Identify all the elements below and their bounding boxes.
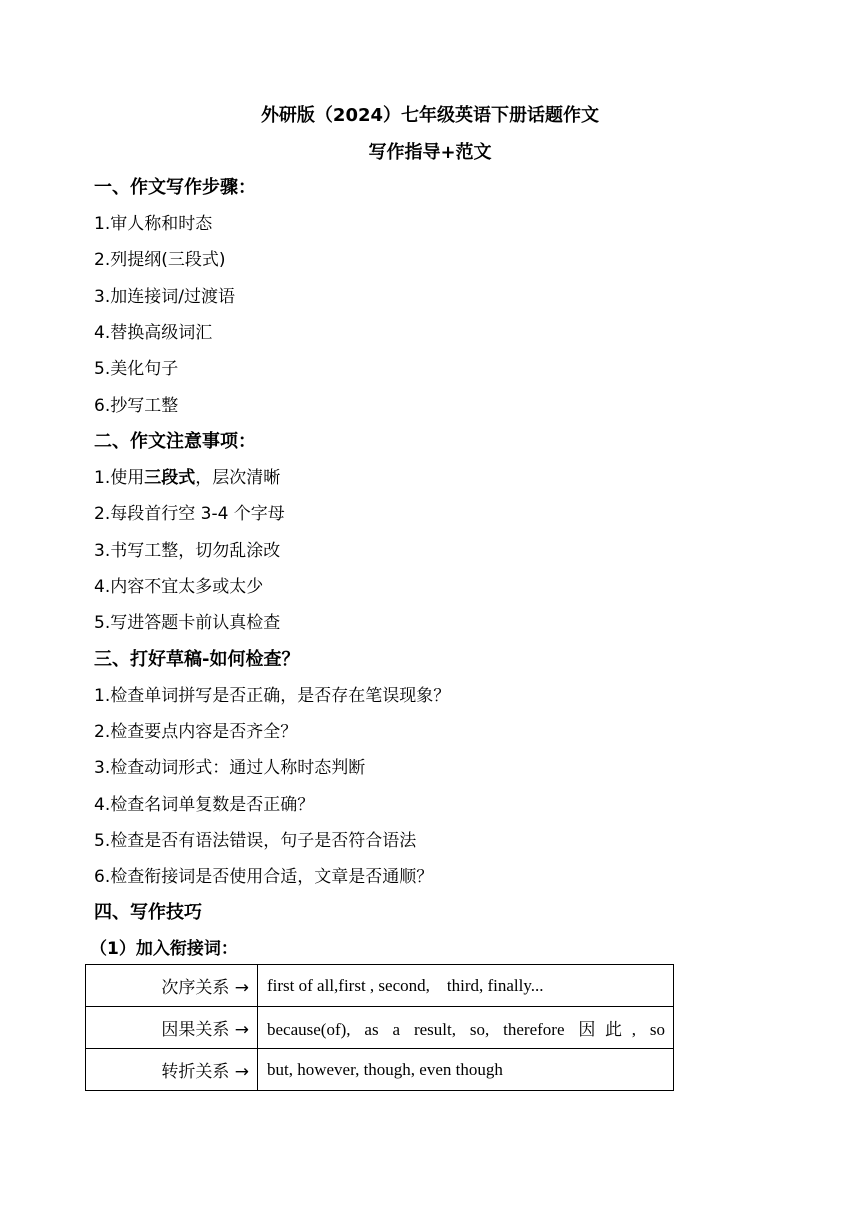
check-item: 1.检查单词拼写是否正确，是否存在笔误现象？ [94,686,451,706]
subheading-connectives: （1）加入衔接词： [90,939,238,959]
words-cell: because(of), as a result, so, therefore 因此, so [258,1007,674,1049]
steps-item: 2.列提纲(三段式) [94,250,226,270]
notes-item: 3.书写工整，切勿乱涂改 [94,541,281,561]
steps-item: 4.替换高级词汇 [94,323,213,343]
relation-cell: 因果关系 → [86,1007,258,1049]
table-row [86,1007,674,1049]
relation-cell: 转折关系 → [86,1049,258,1091]
document-title-line1: 外研版（2024）七年级英语下册话题作文 [260,105,600,126]
document-title-line2: 写作指导+范文 [368,142,492,163]
check-item: 2.检查要点内容是否齐全？ [94,722,298,742]
check-item: 6.检查衔接词是否使用合适，文章是否通顺？ [94,867,434,887]
relation-cell: 次序关系 → [86,965,258,1007]
steps-item: 6.抄写工整 [94,396,179,416]
steps-item: 5.美化句子 [94,359,179,379]
steps-item: 1.审人称和时态 [94,214,213,234]
check-item: 4.检查名词单复数是否正确？ [94,795,315,815]
table-row [86,965,674,1007]
section-heading-steps: 一、作文写作步骤： [94,177,256,198]
check-item: 3.检查动词形式：通过人称时态判断 [94,758,366,778]
notes-item-suffix: ，层次清晰 [195,468,281,488]
connectives-table [85,964,674,1091]
notes-item-prefix: 1.使用 [94,468,145,488]
notes-item: 2.每段首行空 3-4 个字母 [94,504,285,524]
notes-item [94,466,280,490]
check-item: 5.检查是否有语法错误，句子是否符合语法 [94,831,417,851]
notes-item: 5.写进答题卡前认真检查 [94,613,281,633]
table-row [86,1049,674,1091]
notes-item-bold: 三段式 [144,468,196,488]
section-heading-notes: 二、作文注意事项： [94,431,256,452]
notes-item: 4.内容不宜太多或太少 [94,577,264,597]
section-heading-check: 三、打好草稿-如何检查？ [94,649,300,670]
section-heading-skills: 四、写作技巧 [94,902,202,923]
words-cell: but, however, though, even though [258,1049,674,1091]
steps-item: 3.加连接词/过渡语 [94,287,235,307]
words-cell: first of all,first , second, third, finally... [258,965,674,1007]
